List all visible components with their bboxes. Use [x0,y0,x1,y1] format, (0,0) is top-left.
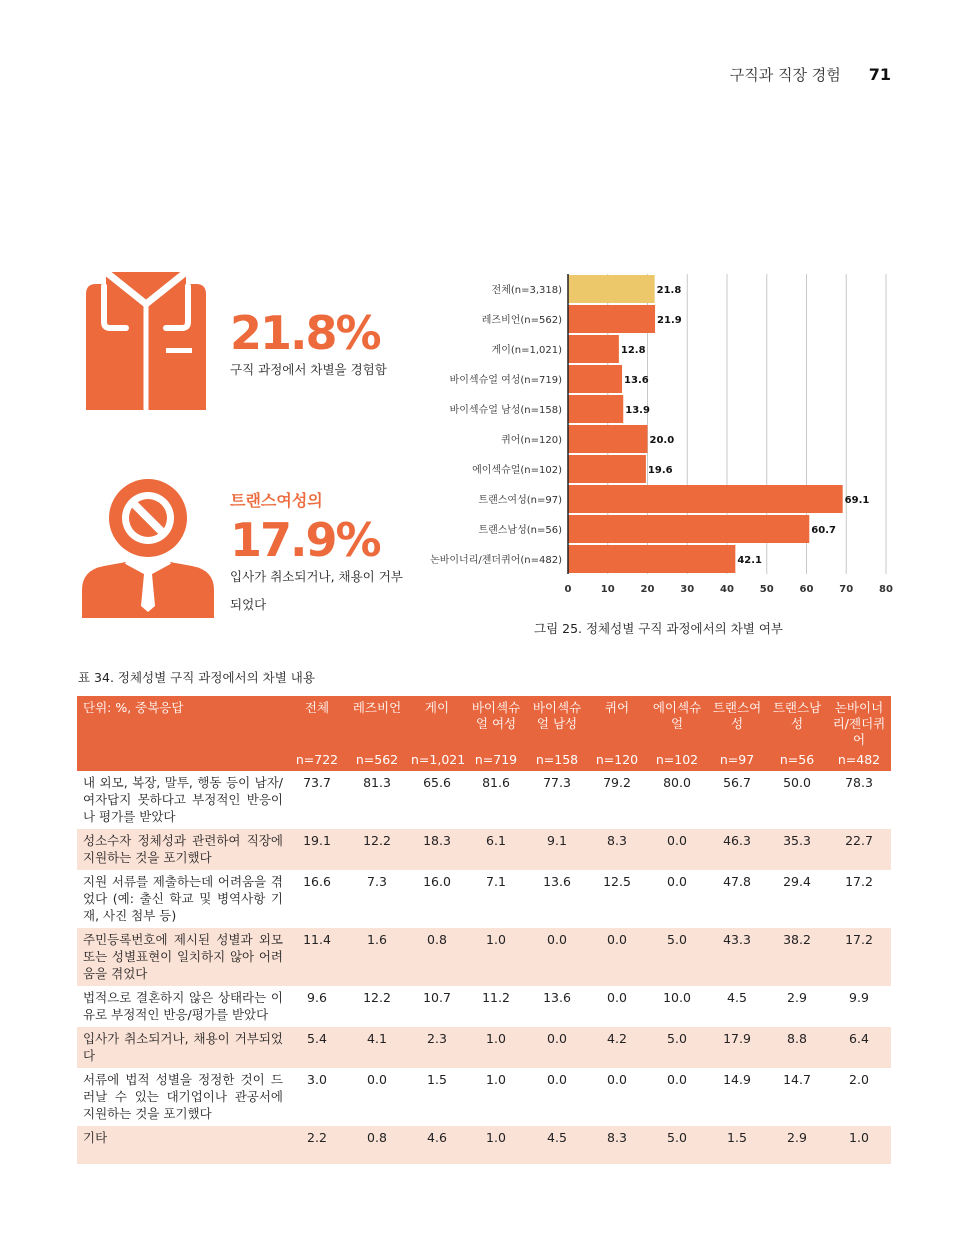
stat-value: 21.8% [230,306,380,360]
table-cell: 14.9 [723,1072,751,1087]
column-sample-size: n=1,021 [411,752,466,767]
table-cell: 1.5 [707,1126,767,1164]
stat-value: 17.9% [230,513,380,567]
data-label: 42.1 [737,555,763,566]
category-label: 퀴어(n=120) [501,435,562,446]
category-label: 바이섹슈얼 남성(n=158) [449,405,562,416]
table-cell: 13.6 [543,874,571,889]
table-header-row [77,696,891,771]
table-row [77,829,891,870]
x-tick-label: 20 [640,584,655,595]
table-row [77,870,891,928]
row-label: 서류에 법적 성별을 정정한 것이 드러날 수 있는 대기업이나 관공서에 지원하는 것을 포기했다 [83,1072,283,1121]
data-label: 69.1 [844,495,870,506]
column-sample-size: n=97 [719,752,755,767]
table-cell: 7.1 [486,874,506,889]
table-cell: 78.3 [845,775,873,790]
table-cell: 22.7 [827,829,891,870]
table-cell: 3.0 [307,1072,327,1087]
data-label: 60.7 [811,525,836,536]
table-cell: 17.2 [845,874,873,889]
column-name: 전체 [304,700,330,715]
table-cell: 16.0 [423,874,451,889]
table-cell: 80.0 [663,775,691,790]
table-cell: 0.0 [527,928,587,986]
column-sample-size: n=482 [837,752,881,767]
table-cell: 4.2 [587,1027,647,1068]
table-cell: 12.2 [363,990,391,1005]
table-cell: 1.6 [345,928,409,986]
table-cell: 56.7 [723,775,751,790]
bar [568,485,843,513]
column-header [465,696,527,771]
column-name: 트랜스여성 [712,700,762,731]
table-cell: 4.5 [727,990,747,1005]
table-cell: 1.5 [427,1072,447,1087]
table-cell: 11.2 [482,990,510,1005]
table-cell: 35.3 [767,829,827,870]
table-cell: 43.3 [707,928,767,986]
table-row [77,1027,891,1068]
bar [568,515,809,543]
table-cell: 14.7 [783,1072,811,1087]
column-name: 바이섹슈얼 여성 [471,700,521,731]
table-cell: 5.0 [647,928,707,986]
table-cell: 81.3 [363,775,391,790]
data-label: 20.0 [649,435,675,446]
column-header [345,696,409,771]
table-cell: 0.0 [667,874,687,889]
discrimination-table [77,696,891,1164]
table-row [77,1068,891,1126]
column-header [289,696,345,771]
table-cell: 73.7 [303,775,331,790]
table-caption: 표 34. 정체성별 구직 과정에서의 차별 내용 [78,670,315,685]
column-name: 바이섹슈얼 남성 [532,700,582,731]
category-label: 트랜스여성(n=97) [478,495,562,506]
table-cell: 9.9 [849,990,869,1005]
column-header [409,696,465,771]
table-cell: 79.2 [603,775,631,790]
column-header [767,696,827,771]
table-cell: 1.0 [486,1072,506,1087]
column-name: 트랜스남성 [772,700,822,731]
table-cell: 18.3 [409,829,465,870]
x-tick-label: 40 [720,584,734,595]
table-cell: 8.3 [587,829,647,870]
category-label: 논바이너리/젠더퀴어(n=482) [430,555,562,566]
table-cell: 0.0 [547,1072,567,1087]
table-cell: 7.3 [367,874,387,889]
table-cell: 16.6 [303,874,331,889]
table-cell: 0.8 [409,928,465,986]
table-cell: 2.3 [409,1027,465,1068]
table-cell: 4.1 [345,1027,409,1068]
figure-caption: 그림 25. 정체성별 구직 과정에서의 차별 여부 [534,621,783,636]
column-name: 논바이너리/젠더퀴어 [832,700,886,747]
bar [568,365,622,393]
data-label: 13.6 [624,375,649,386]
row-label: 입사가 취소되거나, 채용이 거부되었다 [77,1027,289,1068]
row-label: 성소수자 정체성과 관련하여 직장에 지원하는 것을 포기했다 [77,829,289,870]
table-cell: 4.6 [409,1126,465,1164]
table-cell: 12.5 [603,874,631,889]
x-tick-label: 10 [600,584,615,595]
data-label: 21.9 [657,315,682,326]
table-cell: 1.0 [827,1126,891,1164]
unit-label: 단위: %, 중복응답 [77,696,289,771]
table-cell: 65.6 [423,775,451,790]
table-cell: 12.2 [345,829,409,870]
discrimination-bar-chart [400,268,900,600]
bar [568,455,646,483]
table-cell: 81.6 [482,775,510,790]
data-label: 13.9 [625,405,650,416]
table-cell: 17.9 [707,1027,767,1068]
column-sample-size: n=158 [535,752,579,767]
table-cell: 0.0 [587,928,647,986]
person-prohibited-icon [82,478,214,622]
bar [568,545,735,573]
x-tick-label: 50 [759,584,774,595]
stat-subtitle: 트랜스여성의 [230,491,323,510]
table-cell: 5.4 [289,1027,345,1068]
table-cell: 6.4 [827,1027,891,1068]
data-label: 12.8 [620,345,646,356]
table-cell: 13.6 [543,990,571,1005]
column-name: 퀴어 [604,700,630,715]
column-header [647,696,707,771]
bar [568,335,619,363]
column-header [827,696,891,771]
column-sample-size: n=102 [655,752,699,767]
table-cell: 0.8 [345,1126,409,1164]
column-header [527,696,587,771]
stat-description: 구직 과정에서 차별을 경험함 [230,362,387,377]
table-cell: 1.0 [465,928,527,986]
data-label: 21.8 [656,285,682,296]
table-cell: 5.0 [647,1027,707,1068]
table-row [77,986,891,1027]
bar [568,425,648,453]
shirt-icon [82,272,210,414]
table-cell: 0.0 [667,1072,687,1087]
table-cell: 2.9 [787,990,807,1005]
table-cell: 8.8 [767,1027,827,1068]
table-cell: 0.0 [367,1072,387,1087]
table-cell: 0.0 [607,990,627,1005]
table-row [77,771,891,829]
column-sample-size: n=120 [595,752,639,767]
bar [568,395,623,423]
bar [568,275,655,303]
table-cell: 6.1 [465,829,527,870]
running-header [730,64,891,85]
x-tick-label: 80 [879,584,893,595]
table-cell: 0.0 [647,829,707,870]
row-label: 지원 서류를 제출하는데 어려움을 겪었다 (예: 출신 학교 및 병역사항 기재, 사진 첨부 등) [83,874,283,923]
table-cell: 0.0 [527,1027,587,1068]
row-label: 주민등록번호에 제시된 성별과 외모 또는 성별표현이 일치하지 않아 어려움을 겪었다 [77,928,289,986]
table-cell: 47.8 [723,874,751,889]
table-cell: 17.2 [827,928,891,986]
category-label: 바이섹슈얼 여성(n=719) [449,375,562,386]
table-cell: 46.3 [707,829,767,870]
table-cell: 38.2 [767,928,827,986]
table-cell: 9.6 [307,990,327,1005]
x-tick-label: 0 [564,584,572,595]
page-number: 71 [868,65,891,84]
table-cell: 0.0 [607,1072,627,1087]
column-name: 에이섹슈얼 [652,700,702,731]
table-cell: 2.2 [289,1126,345,1164]
table-cell: 1.0 [465,1027,527,1068]
table-cell: 19.1 [289,829,345,870]
table-cell: 1.0 [465,1126,527,1164]
column-header [587,696,647,771]
x-tick-label: 70 [839,584,854,595]
category-label: 게이(n=1,021) [491,345,562,356]
category-label: 트랜스남성(n=56) [478,525,562,536]
table-cell: 9.1 [527,829,587,870]
table-cell: 10.0 [663,990,691,1005]
column-sample-size: n=722 [295,752,339,767]
stat-trans-women-rejection [230,488,410,619]
x-tick-label: 60 [799,584,814,595]
column-sample-size: n=719 [474,752,518,767]
column-sample-size: n=56 [779,752,815,767]
table-cell: 11.4 [289,928,345,986]
data-label: 19.6 [647,465,673,476]
table-cell: 2.9 [767,1126,827,1164]
row-label: 기타 [77,1126,289,1164]
table-cell: 50.0 [783,775,811,790]
table-cell: 8.3 [587,1126,647,1164]
category-label: 에이섹슈얼(n=102) [472,465,562,476]
x-tick-label: 30 [680,584,695,595]
category-label: 전체(n=3,318) [491,285,562,296]
section-title: 구직과 직장 경험 [729,66,841,84]
table-cell: 77.3 [543,775,571,790]
row-label: 내 외모, 복장, 말투, 행동 등이 남자/여자답지 못하다고 부정적인 반응이나 평가를 받았다 [83,775,283,824]
category-label: 레즈비언(n=562) [481,315,562,326]
column-name: 레즈비언 [352,700,402,715]
stat-description: 입사가 취소되거나, 채용이 거부되었다 [230,569,403,612]
table-row [77,928,891,986]
table-cell: 29.4 [783,874,811,889]
table-cell: 10.7 [423,990,451,1005]
column-sample-size: n=562 [355,752,399,767]
table-cell: 4.5 [527,1126,587,1164]
column-name: 게이 [424,700,450,715]
table-cell: 5.0 [647,1126,707,1164]
table-row [77,1126,891,1164]
bar [568,305,655,333]
table-cell: 2.0 [849,1072,869,1087]
column-header [707,696,767,771]
row-label: 법적으로 결혼하지 않은 상태라는 이유로 부정적인 반응/평가를 받았다 [83,990,283,1022]
stat-job-search-discrimination [230,306,387,384]
